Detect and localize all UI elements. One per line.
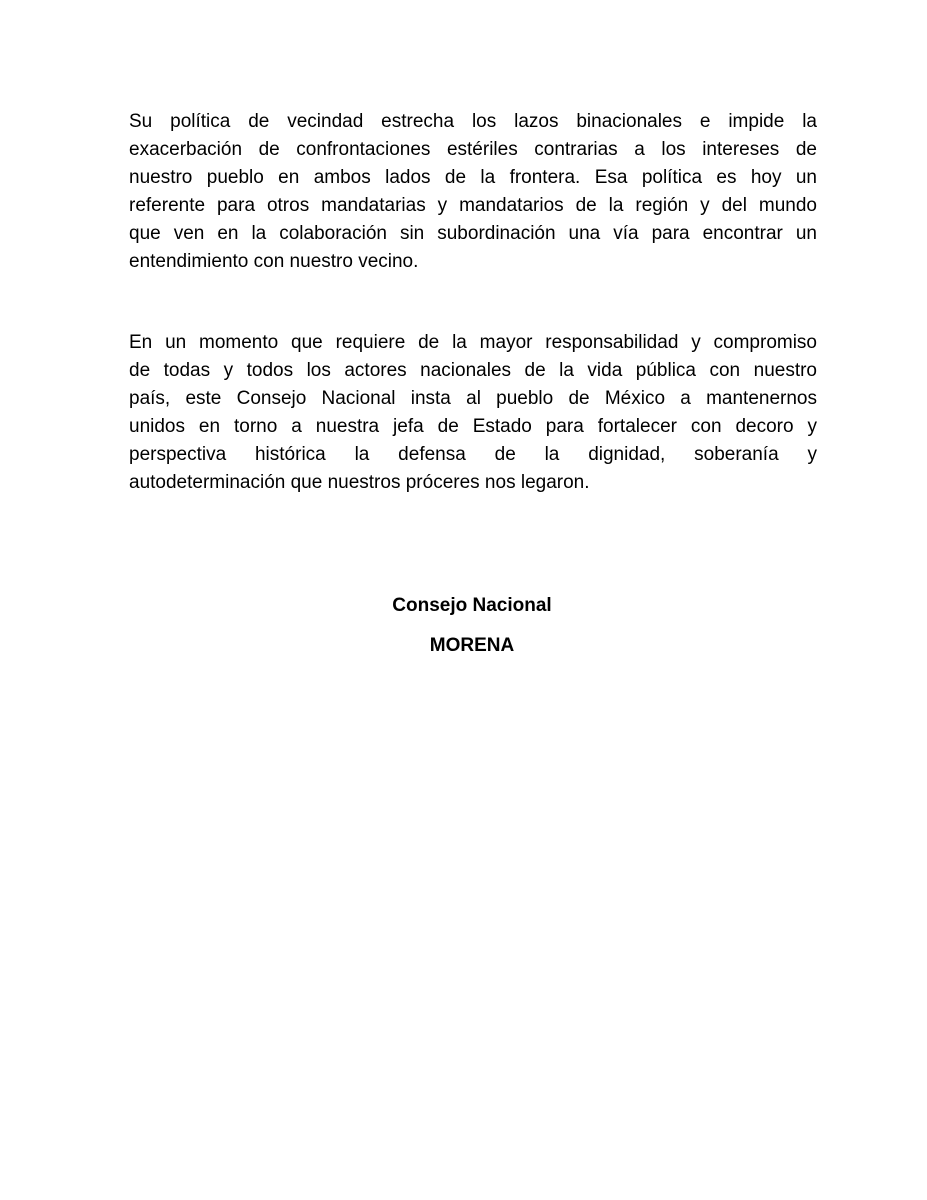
paragraph-line: unidos en torno a nuestra jefa de Estado para fortalecer con decoro y: [129, 416, 817, 437]
paragraph-line: perspectiva histórica la defensa de la dignidad, soberanía y: [129, 444, 817, 465]
paragraph-line: nuestro pueblo en ambos lados de la frontera. Esa política es hoy un: [129, 167, 817, 188]
paragraph-line: referente para otros mandatarias y mandatarios de la región y del mundo: [129, 195, 817, 216]
paragraph-line: exacerbación de confrontaciones estériles contrarias a los intereses de: [129, 139, 817, 160]
paragraph-line: En un momento que requiere de la mayor responsabilidad y compromiso: [129, 332, 817, 353]
paragraph-2: [129, 329, 817, 497]
paragraph-line: autodeterminación que nuestros próceres nos legaron.: [129, 472, 590, 493]
paragraph-line: entendimiento con nuestro vecino.: [129, 251, 419, 272]
paragraph-line: que ven en la colaboración sin subordinación una vía para encontrar un: [129, 223, 817, 244]
signature-party: MORENA: [429, 635, 515, 656]
paragraph-line: Su política de vecindad estrecha los lazos binacionales e impide la: [129, 111, 817, 132]
paragraph-line: país, este Consejo Nacional insta al pueblo de México a mantenernos: [129, 388, 817, 409]
signature-organization: Consejo Nacional: [392, 595, 552, 616]
paragraph-line: de todas y todos los actores nacionales de la vida pública con nuestro: [129, 360, 817, 381]
paragraph-1: [129, 108, 817, 276]
